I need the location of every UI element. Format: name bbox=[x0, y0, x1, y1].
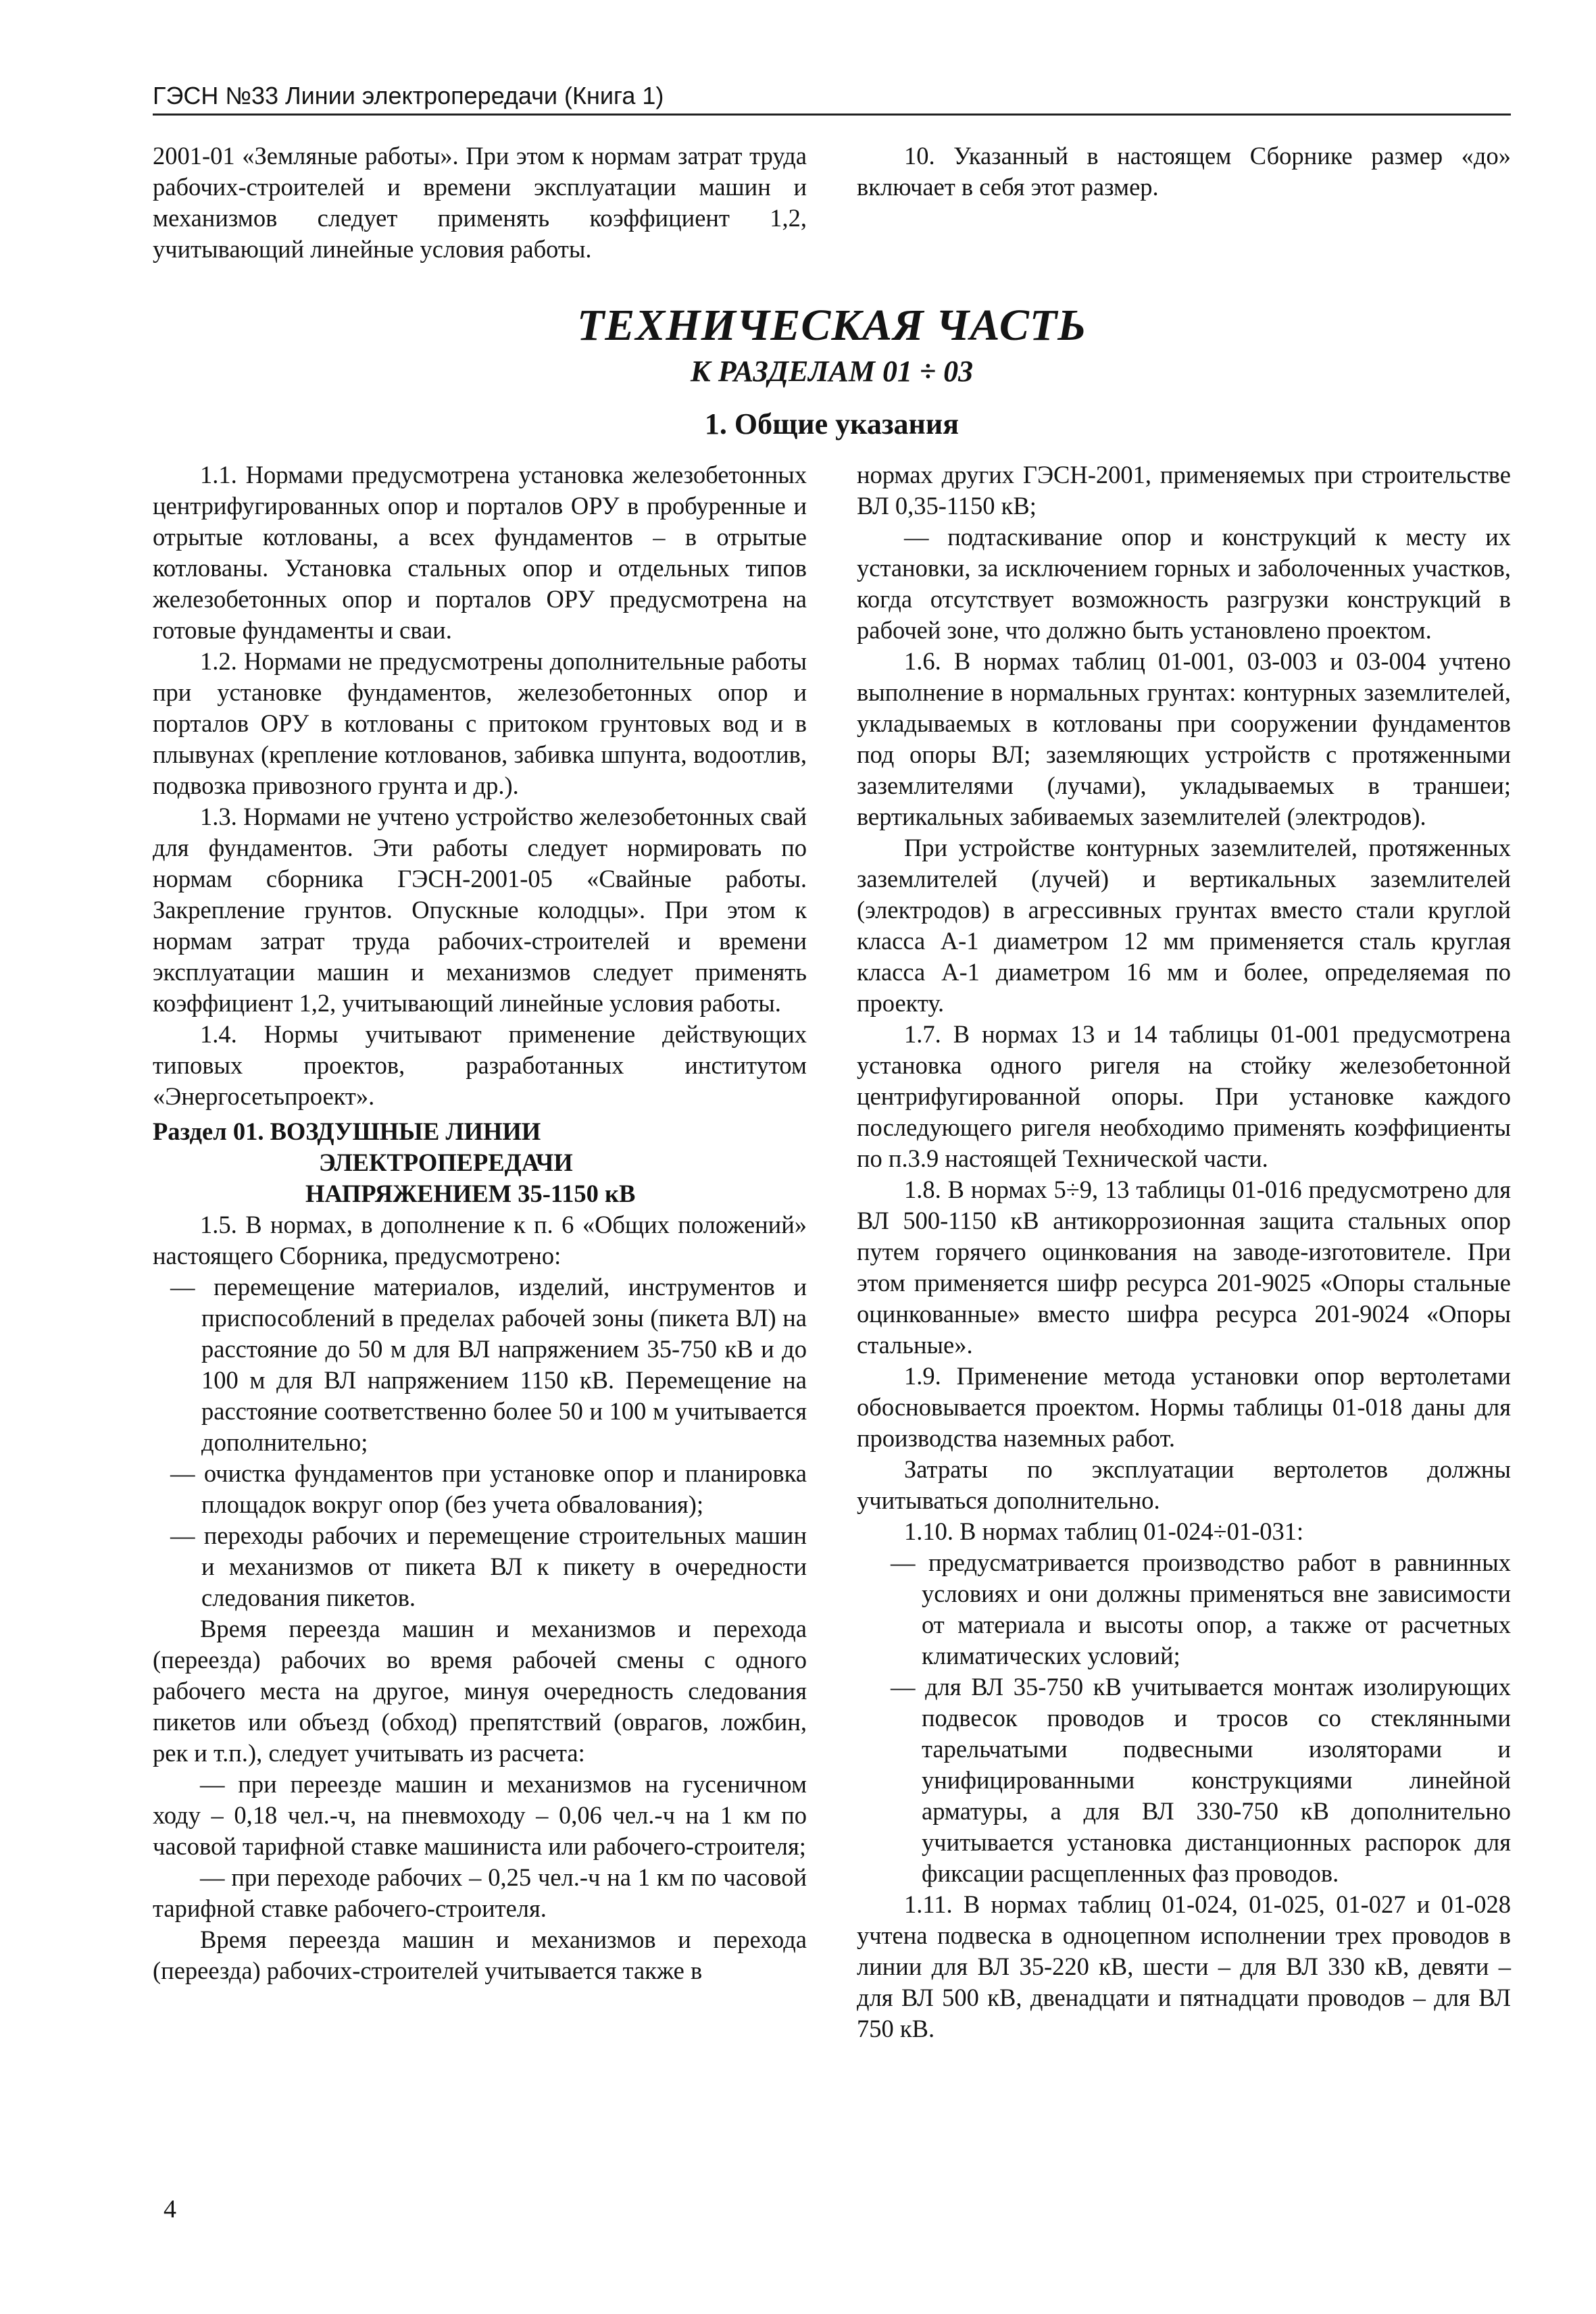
paragraph: Затраты по эксплуатации вертолетов должны учитываться дополнительно. bbox=[857, 1455, 1511, 1514]
list-item: — очистка фундаментов при установке опор и планировка площадок вокруг опор (без учета обвалования); bbox=[170, 1459, 807, 1518]
document-title: ТЕХНИЧЕСКАЯ ЧАСТЬ bbox=[576, 301, 1087, 350]
section-heading-line: НАПРЯЖЕНИЕМ 35-1150 кВ bbox=[305, 1180, 636, 1207]
section-01-heading bbox=[153, 1116, 807, 1209]
list-item: — подтаскивание опор и конструкций к месту их установки, за исключением горных и заболоченных участков, когда отсутствует возможность разгрузки конструкций в рабочей зоне, что должно быть установлено проектом. bbox=[857, 523, 1511, 644]
paragraph: 2001-01 «Земляные работы». При этом к нормам затрат труда рабочих-строителей и времени эксплуатации машин и механизмов следует применять коэффициент 1,2, учитывающий линейные условия работы. bbox=[153, 142, 807, 263]
paragraph: 1.11. В нормах таблиц 01-024, 01-025, 01-027 и 01-028 учтена подвеска в одноцепном исполнении трех проводов в линии для ВЛ 35-220 кВ, шести – для ВЛ 330 кВ, девяти – для ВЛ 500 кВ, двенадцати и пятнадцати проводов – для ВЛ 750 кВ. bbox=[857, 1890, 1511, 2042]
left-column bbox=[153, 459, 807, 1986]
right-column bbox=[857, 459, 1511, 2044]
paragraph: 10. Указанный в настоящем Сборнике размер «до» включает в себя этот размер. bbox=[857, 142, 1511, 201]
list-item: — перемещение материалов, изделий, инструментов и приспособлений в пределах рабочей зоны (пикета ВЛ) на расстояние до 50 м для ВЛ напряжением 35-750 кВ и до 100 м для ВЛ напряжением 1150 кВ. Перемещение на расстояние соответственно более 50 и 100 м учитывается дополнительно; bbox=[170, 1273, 807, 1456]
page-number: 4 bbox=[164, 2195, 176, 2223]
paragraph: При устройстве контурных заземлителей, протяженных заземлителей (лучей) и вертикальных заземлителей (электродов) в агрессивных грунтах вместо стали круглой класса А-1 диаметром 12 мм применяется сталь круглая класса А-1 диаметром 16 мм и более, определяемая по проекту. bbox=[857, 834, 1511, 1017]
paragraph: 1.6. В нормах таблиц 01-001, 03-003 и 03-004 учтено выполнение в нормальных грунтах: контурных заземлителей, укладываемых в котлованы при сооружении фундаментов под опоры ВЛ; заземляющих устройств с протяженными заземлителями (лучами), укладываемых в траншеи; вертикальных забиваемых заземлителей (электродов). bbox=[857, 647, 1511, 830]
document-subtitle: К РАЗДЕЛАМ 01 ÷ 03 bbox=[690, 355, 974, 388]
list-item: — переходы рабочих и перемещение строительных машин и механизмов от пикета ВЛ к пикету в очередности следования пикетов. bbox=[170, 1521, 807, 1611]
list-item: — для ВЛ 35-750 кВ учитывается монтаж изолирующих подвесок проводов и тросов со стеклянными тарельчатыми подвесными изоляторами и унифицированными конструкциями линейной арматуры, а для ВЛ 330-750 кВ дополнительно учитывается установка дистанционных распорок для фиксации расщепленных фаз проводов. bbox=[891, 1673, 1511, 1887]
list-item: — предусматривается производство работ в равнинных условиях и они должны применяться вне зависимости от материала и высоты опор, а также от расчетных климатических условий; bbox=[891, 1549, 1511, 1669]
paragraph: 1.5. В нормах, в дополнение к п. 6 «Общих положений» настоящего Сборника, предусмотрено: bbox=[153, 1211, 807, 1269]
paragraph: 1.3. Нормами не учтено устройство железобетонных свай для фундаментов. Эти работы следует нормировать по нормам сборника ГЭСН-2001-05 «Свайные работы. Закрепление грунтов. Опускные колодцы». При этом к нормам затрат труда рабочих-строителей и времени эксплуатации машин и механизмов следует применять коэффициент 1,2, учитывающий линейные условия работы. bbox=[153, 803, 807, 1017]
top-left-column bbox=[153, 141, 807, 265]
section-heading-line: Раздел 01. ВОЗДУШНЫЕ ЛИНИИ bbox=[153, 1117, 541, 1145]
paragraph: 1.9. Применение метода установки опор вертолетами обосновывается проектом. Нормы таблицы 01-018 даны для производства наземных работ. bbox=[857, 1362, 1511, 1452]
paragraph: 1.2. Нормами не предусмотрены дополнительные работы при установке фундаментов, железобетонных опор и порталов ОРУ в котлованы с притоком грунтовых вод и в плывунах (крепление котлованов, забивка шпунта, водоотлив, подвозка привозного грунта и др.). bbox=[153, 647, 807, 799]
paragraph: 1.8. В нормах 5÷9, 13 таблицы 01-016 предусмотрено для ВЛ 500-1150 кВ антикоррозионная защита стальных опор путем горячего оцинкования на заводе-изготовителе. При этом применяется шифр ресурса 201-9025 «Опоры стальные оцинкованные» вместо шифра ресурса 201-9024 «Опоры стальные». bbox=[857, 1176, 1511, 1359]
running-head: ГЭСН №33 Линии электропередачи (Книга 1) bbox=[153, 81, 1511, 116]
paragraph: 1.10. В нормах таблиц 01-024÷01-031: bbox=[904, 1517, 1304, 1545]
section-titles bbox=[153, 300, 1511, 445]
paragraph: Время переезда машин и механизмов и перехода (переезда) рабочих-строителей учитывается также в bbox=[153, 1926, 807, 1984]
section-heading: 1. Общие указания bbox=[704, 407, 959, 441]
paragraph: 1.7. В нормах 13 и 14 таблицы 01-001 предусмотрена установка одного ригеля на стойку железобетонной центрифугированной опоры. При установке каждого последующего ригеля необходимо применять коэффициенты по п.3.9 настоящей Технической части. bbox=[857, 1020, 1511, 1172]
paragraph: — при переходе рабочих – 0,25 чел.-ч на 1 км по часовой тарифной ставке рабочего-строителя. bbox=[153, 1863, 807, 1922]
paragraph: — при переезде машин и механизмов на гусеничном ходу – 0,18 чел.-ч, на пневмоходу – 0,06 чел.-ч на 1 км по часовой тарифной ставке машиниста или рабочего-строителя; bbox=[153, 1770, 807, 1860]
section-heading-line: ЭЛЕКТРОПЕРЕДАЧИ bbox=[319, 1149, 573, 1176]
paragraph: 1.1. Нормами предусмотрена установка железобетонных центрифугированных опор и порталов ОРУ в пробуренные и отрытые котлованы, а всех фундаментов – в отрытые котлованы. Установка стальных опор и отдельных типов железобетонных опор и порталов ОРУ предусмотрена на готовые фундаменты и сваи. bbox=[153, 461, 807, 644]
paragraph: Время переезда машин и механизмов и перехода (переезда) рабочих во время рабочей смены с одного рабочего места на другое, минуя очередность следования пикетов или объезд (обход) препятствий (оврагов, ложбин, рек и т.п.), следует учитывать из расчета: bbox=[153, 1615, 807, 1767]
top-right-column bbox=[857, 141, 1511, 203]
paragraph: нормах других ГЭСН-2001, применяемых при строительстве ВЛ 0,35-1150 кВ; bbox=[857, 461, 1511, 520]
paragraph: 1.4. Нормы учитывают применение действующих типовых проектов, разработанных институтом «Энергосетьпроект». bbox=[153, 1020, 807, 1110]
